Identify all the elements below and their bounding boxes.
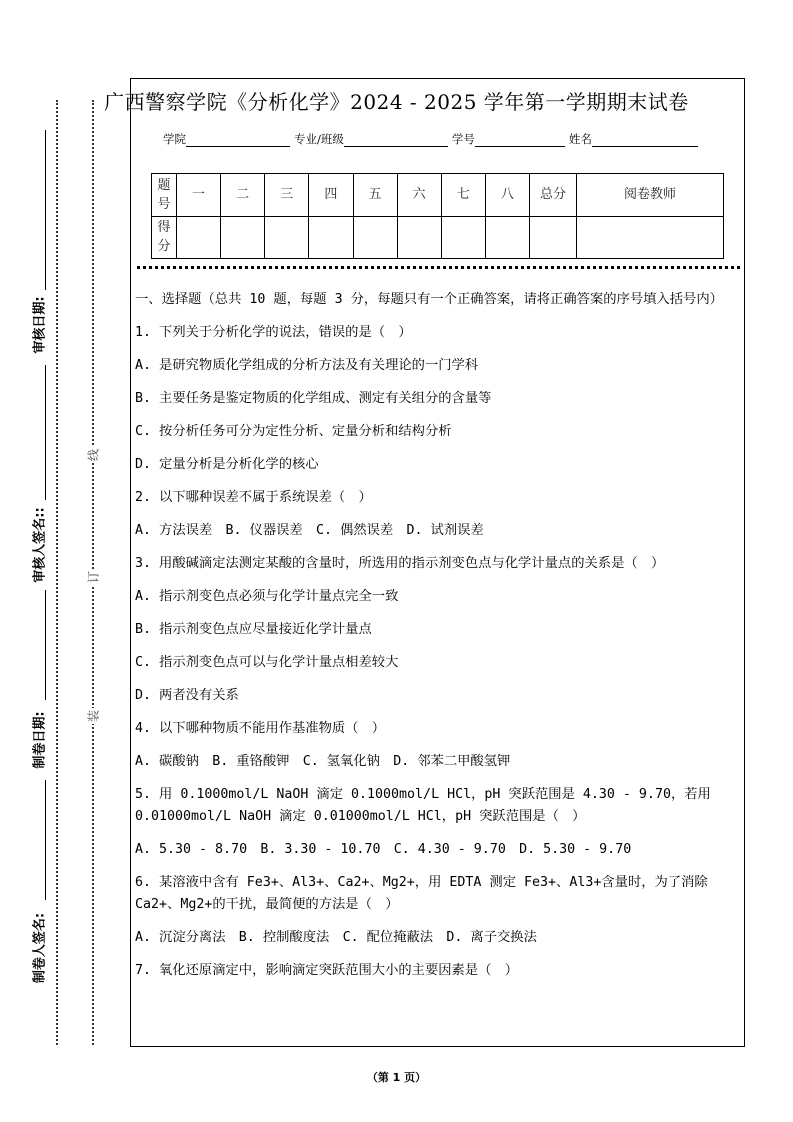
option: C. 指示剂变色点可以与化学计量点相差较大 xyxy=(135,655,399,670)
question-stem: 3. 用酸碱滴定法测定某酸的含量时，所选用的指示剂变色点与化学计量点的关系是（ ） xyxy=(135,556,665,571)
score-cell[interactable] xyxy=(577,216,724,259)
question-stem: 2. 以下哪种误差不属于系统误差（ ） xyxy=(135,490,372,505)
compiler-signature-label: 制卷人签名: xyxy=(32,912,48,984)
question-stem: 5. 用 0.1000mol/L NaOH 滴定 0.1000mol/L HCl，pH 突跃范围是 4.30 - 9.70，若用 0.01000mol/L NaOH 滴定 0.01000mol/L HCl，pH 突跃范围是（ ） xyxy=(135,787,711,824)
question-stem: 1. 下列关于分析化学的说法，错误的是（ ） xyxy=(135,325,412,340)
exam-body xyxy=(135,289,741,993)
option: A. 5.30 - 8.70 B. 3.30 - 10.70 C. 4.30 - 9.70 D. 5.30 - 9.70 xyxy=(135,842,632,857)
binding-mark-staple: 订 xyxy=(86,570,101,584)
signature-line xyxy=(45,130,46,290)
option: B. 主要任务是鉴定物质的化学组成、测定有关组分的含量等 xyxy=(135,391,492,406)
column-header: 七 xyxy=(441,174,485,217)
option: D. 两者没有关系 xyxy=(135,688,239,703)
signature-line xyxy=(45,780,46,900)
score-table xyxy=(151,173,724,259)
header-divider xyxy=(137,266,740,269)
name-field[interactable] xyxy=(592,132,698,147)
major-class-label: 专业/班级 xyxy=(294,132,344,146)
option: B. 指示剂变色点应尽量接近化学计量点 xyxy=(135,622,372,637)
binding-mark-bind: 装 xyxy=(86,709,101,723)
option: A. 沉淀分离法 B. 控制酸度法 C. 配位掩蔽法 D. 离子交换法 xyxy=(135,930,537,945)
student-info-row xyxy=(163,131,702,147)
score-cell[interactable] xyxy=(177,216,221,259)
question-stem: 7. 氧化还原滴定中，影响滴定突跃范围大小的主要因素是（ ） xyxy=(135,963,519,978)
table-row xyxy=(152,216,724,259)
column-header: 四 xyxy=(309,174,353,217)
option: A. 碳酸钠 B. 重铬酸钾 C. 氢氧化钠 D. 邻苯二甲酸氢钾 xyxy=(135,754,511,769)
column-header: 总分 xyxy=(530,174,577,217)
binding-dotted-line-outer xyxy=(56,100,58,1045)
section-heading: 一、选择题（总共 10 题，每题 3 分，每题只有一个正确答案，请将正确答案的序号填入括号内） xyxy=(135,292,723,307)
column-header: 一 xyxy=(177,174,221,217)
question-number-header: 题号 xyxy=(152,174,177,217)
column-header: 阅卷教师 xyxy=(577,174,724,217)
score-cell[interactable] xyxy=(353,216,397,259)
table-row xyxy=(152,174,724,217)
major-class-field[interactable] xyxy=(344,132,448,147)
option: A. 指示剂变色点必须与化学计量点完全一致 xyxy=(135,589,399,604)
question-stem: 4. 以下哪种物质不能用作基准物质（ ） xyxy=(135,721,386,736)
score-cell[interactable] xyxy=(530,216,577,259)
column-header: 二 xyxy=(221,174,265,217)
review-date-label: 审核日期: xyxy=(32,296,48,354)
score-cell[interactable] xyxy=(221,216,265,259)
score-cell[interactable] xyxy=(265,216,309,259)
score-cell[interactable] xyxy=(441,216,485,259)
name-label: 姓名 xyxy=(568,132,592,146)
page-number: （第 1 页） xyxy=(366,1071,427,1084)
reviewer-signature-label: 审核人签名:: xyxy=(32,507,48,583)
student-id-label: 学号 xyxy=(451,132,475,146)
signature-line xyxy=(45,365,46,500)
compile-date-label: 制卷日期: xyxy=(32,711,48,769)
option: A. 方法误差 B. 仪器误差 C. 偶然误差 D. 试剂误差 xyxy=(135,523,484,538)
signature-line xyxy=(45,590,46,700)
column-header: 六 xyxy=(397,174,441,217)
score-cell[interactable] xyxy=(309,216,353,259)
score-row-header: 得分 xyxy=(152,216,177,259)
college-label: 学院 xyxy=(163,132,186,146)
column-header: 五 xyxy=(353,174,397,217)
option: C. 按分析任务可分为定性分析、定量分析和结构分析 xyxy=(135,424,452,439)
score-cell[interactable] xyxy=(397,216,441,259)
binding-mark-line: 线 xyxy=(86,448,101,462)
column-header: 三 xyxy=(265,174,309,217)
exam-title: 广西警察学院《分析化学》2024 - 2025 学年第一学期期末试卷 xyxy=(104,90,689,114)
option: D. 定量分析是分析化学的核心 xyxy=(135,457,319,472)
score-cell[interactable] xyxy=(485,216,529,259)
student-id-field[interactable] xyxy=(475,132,565,147)
option: A. 是研究物质化学组成的分析方法及有关理论的一门学科 xyxy=(135,358,479,373)
column-header: 八 xyxy=(485,174,529,217)
college-field[interactable] xyxy=(186,132,290,147)
question-stem: 6. 某溶液中含有 Fe3+、Al3+、Ca2+、Mg2+，用 EDTA 测定 Fe3+、Al3+含量时，为了消除 Ca2+、Mg2+的干扰，最简便的方法是（ ） xyxy=(135,875,708,912)
